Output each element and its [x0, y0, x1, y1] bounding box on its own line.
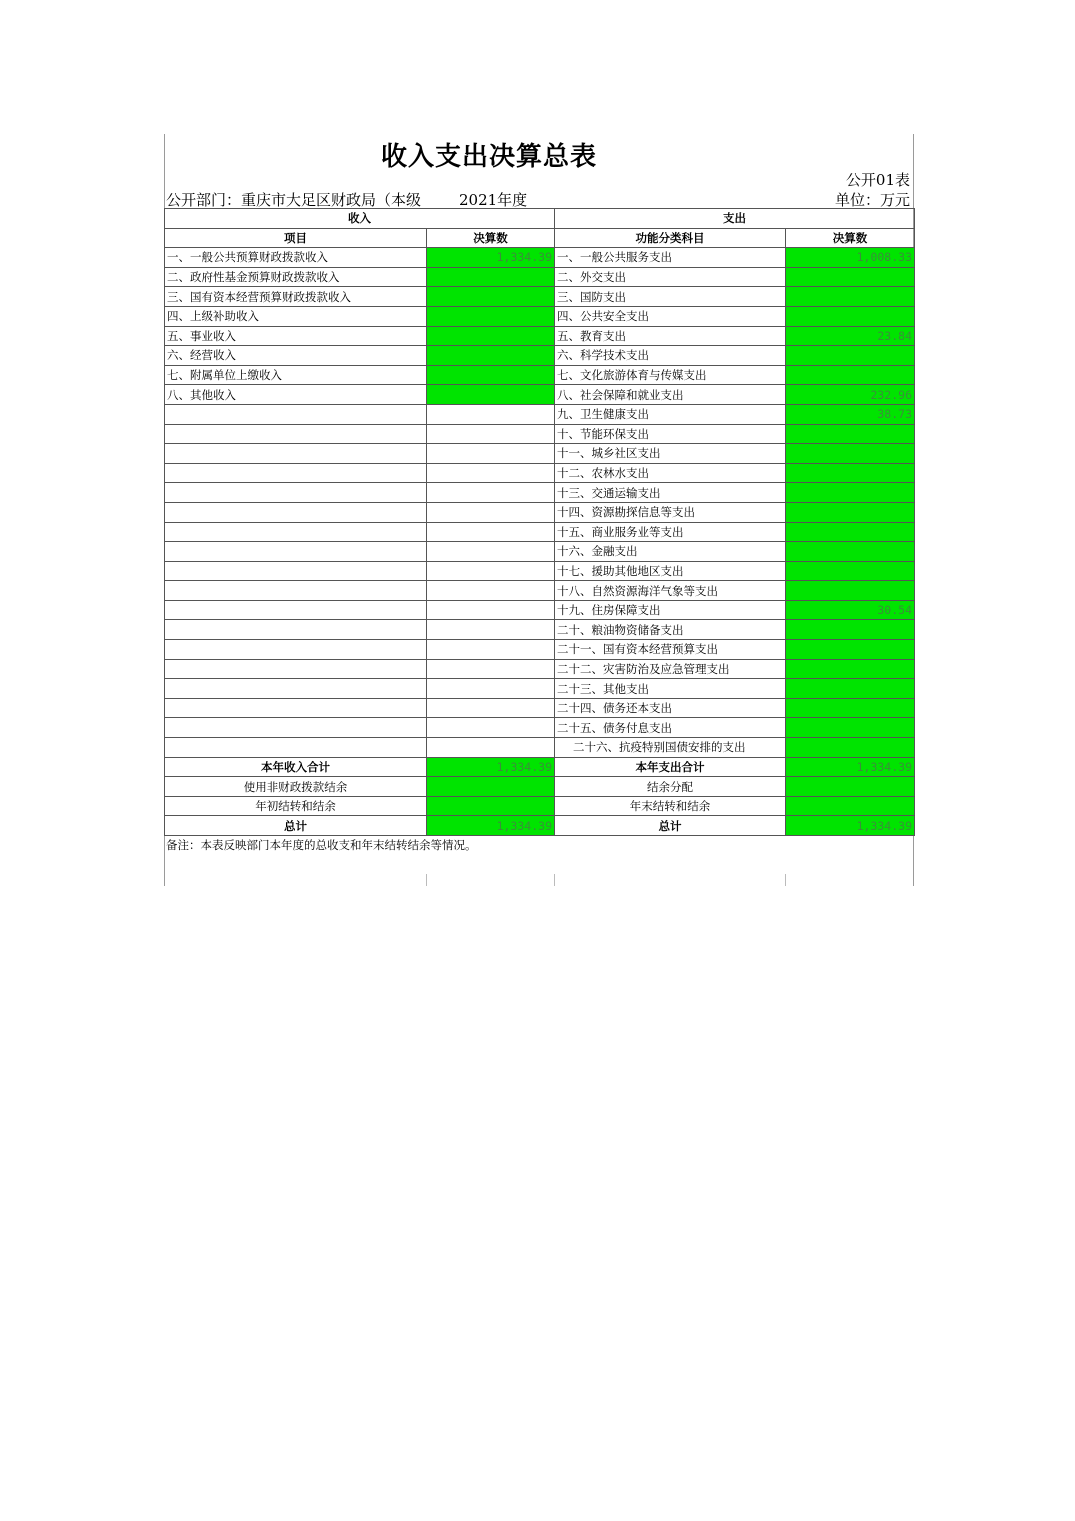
- income-item: 一、一般公共预算财政拨款收入: [165, 248, 427, 268]
- income-amount: [427, 365, 555, 385]
- expense-amount: [786, 542, 915, 562]
- income-amount: [427, 306, 555, 326]
- expense-item: 十八、自然资源海洋气象等支出: [555, 581, 786, 601]
- amount2-column-header: 决算数: [786, 228, 915, 248]
- page-title: 收入支出决算总表: [380, 142, 597, 172]
- income-item: [165, 600, 427, 620]
- income-item: 五、事业收入: [165, 326, 427, 346]
- item-column-header: 项目: [165, 228, 427, 248]
- income-amount: [427, 346, 555, 366]
- income-amount: [427, 326, 555, 346]
- expense-item: 八、社会保障和就业支出: [555, 385, 786, 405]
- table-row: [165, 346, 915, 366]
- total-expense-amount: 1,334.39: [786, 757, 915, 777]
- income-item: [165, 444, 427, 464]
- income-amount: [427, 698, 555, 718]
- expense-item: 十三、交通运输支出: [555, 483, 786, 503]
- table-row: [165, 287, 915, 307]
- year-label: 2021年度: [459, 191, 528, 209]
- total-income-label: 年初结转和结余: [165, 796, 427, 816]
- table-row: [165, 640, 915, 660]
- expense-item: 十二、农林水支出: [555, 463, 786, 483]
- table-row: [165, 463, 915, 483]
- table-row: [165, 404, 915, 424]
- total-income-label: 本年收入合计: [165, 757, 427, 777]
- total-row: [165, 777, 915, 797]
- table-row: [165, 502, 915, 522]
- expense-item: 七、文化旅游体育与传媒支出: [555, 365, 786, 385]
- income-item: [165, 640, 427, 660]
- income-item: [165, 738, 427, 758]
- expense-item: 二十六、抗疫特别国债安排的支出: [555, 738, 786, 758]
- total-income-amount: [427, 777, 555, 797]
- expense-item: 六、科学技术支出: [555, 346, 786, 366]
- income-amount: [427, 738, 555, 758]
- income-amount: [427, 522, 555, 542]
- expense-item: 三、国防支出: [555, 287, 786, 307]
- income-item: 七、附属单位上缴收入: [165, 365, 427, 385]
- table-number: 公开01表: [845, 171, 910, 189]
- expense-amount: [786, 659, 915, 679]
- expense-item: 二十、粮油物资储备支出: [555, 620, 786, 640]
- income-amount: [427, 718, 555, 738]
- budget-sheet: [164, 134, 914, 886]
- table-row: [165, 444, 915, 464]
- income-amount: [427, 561, 555, 581]
- expense-item: 十一、城乡社区支出: [555, 444, 786, 464]
- amount-column-header: 决算数: [427, 228, 555, 248]
- income-item: [165, 463, 427, 483]
- income-amount: [427, 581, 555, 601]
- table-row: [165, 385, 915, 405]
- expense-amount: [786, 365, 915, 385]
- expense-amount: [786, 306, 915, 326]
- income-amount: [427, 600, 555, 620]
- expense-amount: [786, 679, 915, 699]
- table-row: [165, 424, 915, 444]
- table-row: [165, 306, 915, 326]
- column-header-row: [165, 228, 915, 248]
- total-expense-label: 总计: [555, 816, 786, 836]
- table-row: [165, 522, 915, 542]
- income-amount: [427, 424, 555, 444]
- income-amount: [427, 385, 555, 405]
- note: 备注：本表反映部门本年度的总收支和年末结转结余等情况。: [166, 838, 477, 852]
- table-row: [165, 718, 915, 738]
- expense-amount: 38.73: [786, 404, 915, 424]
- income-item: [165, 483, 427, 503]
- expense-amount: [786, 698, 915, 718]
- income-amount: [427, 542, 555, 562]
- grid-tick: [785, 874, 786, 886]
- unit-label: 单位：万元: [834, 191, 910, 209]
- total-expense-amount: 1,334.39: [786, 816, 915, 836]
- expense-item: 二十一、国有资本经营预算支出: [555, 640, 786, 660]
- expense-amount: 1,008.33: [786, 248, 915, 268]
- expense-item: 十五、商业服务业等支出: [555, 522, 786, 542]
- expense-amount: [786, 483, 915, 503]
- expense-item: 四、公共安全支出: [555, 306, 786, 326]
- income-amount: 1,334.39: [427, 248, 555, 268]
- table-row: [165, 581, 915, 601]
- income-item: [165, 581, 427, 601]
- expense-item: 二十四、债务还本支出: [555, 698, 786, 718]
- table-row: [165, 738, 915, 758]
- expense-item: 十九、住房保障支出: [555, 600, 786, 620]
- expense-amount: [786, 502, 915, 522]
- income-amount: [427, 404, 555, 424]
- table-row: [165, 659, 915, 679]
- expense-item: 十七、援助其他地区支出: [555, 561, 786, 581]
- table-row: [165, 483, 915, 503]
- table-row: [165, 365, 915, 385]
- income-item: [165, 561, 427, 581]
- total-income-amount: [427, 796, 555, 816]
- income-amount: [427, 659, 555, 679]
- expense-amount: [786, 463, 915, 483]
- income-item: 四、上级补助收入: [165, 306, 427, 326]
- expense-amount: [786, 287, 915, 307]
- income-amount: [427, 640, 555, 660]
- total-expense-label: 年末结转和结余: [555, 796, 786, 816]
- income-item: [165, 679, 427, 699]
- expense-amount: [786, 561, 915, 581]
- income-item: [165, 718, 427, 738]
- total-income-label: 使用非财政拨款结余: [165, 777, 427, 797]
- income-amount: [427, 679, 555, 699]
- income-item: [165, 698, 427, 718]
- income-amount: [427, 483, 555, 503]
- total-income-amount: 1,334.39: [427, 757, 555, 777]
- expense-amount: [786, 581, 915, 601]
- expense-item: 二十五、债务付息支出: [555, 718, 786, 738]
- expense-amount: [786, 522, 915, 542]
- table-row: [165, 679, 915, 699]
- expense-item: 二、外交支出: [555, 267, 786, 287]
- section-header-row: [165, 209, 915, 229]
- budget-table: [164, 208, 915, 836]
- income-item: 六、经营收入: [165, 346, 427, 366]
- expense-item: 九、卫生健康支出: [555, 404, 786, 424]
- income-amount: [427, 287, 555, 307]
- expense-amount: 232.96: [786, 385, 915, 405]
- total-row: [165, 757, 915, 777]
- expense-amount: [786, 346, 915, 366]
- total-row: [165, 796, 915, 816]
- income-item: 二、政府性基金预算财政拨款收入: [165, 267, 427, 287]
- expense-section-header: 支出: [555, 209, 915, 229]
- income-amount: [427, 463, 555, 483]
- total-expense-amount: [786, 777, 915, 797]
- table-row: [165, 248, 915, 268]
- income-item: [165, 542, 427, 562]
- expense-item: 一、一般公共服务支出: [555, 248, 786, 268]
- total-expense-label: 结余分配: [555, 777, 786, 797]
- table-row: [165, 561, 915, 581]
- expense-item: 十四、资源勘探信息等支出: [555, 502, 786, 522]
- expense-item: 十、节能环保支出: [555, 424, 786, 444]
- income-amount: [427, 267, 555, 287]
- table-row: [165, 542, 915, 562]
- table-row: [165, 600, 915, 620]
- expense-amount: 23.84: [786, 326, 915, 346]
- income-item: 三、国有资本经营预算财政拨款收入: [165, 287, 427, 307]
- expense-item: 十六、金融支出: [555, 542, 786, 562]
- expense-amount: [786, 424, 915, 444]
- expense-amount: [786, 738, 915, 758]
- income-section-header: 收入: [165, 209, 555, 229]
- expense-item: 二十二、灾害防治及应急管理支出: [555, 659, 786, 679]
- table-row: [165, 326, 915, 346]
- grid-tick: [426, 874, 427, 886]
- total-expense-label: 本年支出合计: [555, 757, 786, 777]
- table-body: [165, 248, 915, 836]
- expense-amount: 30.54: [786, 600, 915, 620]
- income-item: [165, 620, 427, 640]
- expense-item: 二十三、其他支出: [555, 679, 786, 699]
- income-amount: [427, 444, 555, 464]
- table-row: [165, 267, 915, 287]
- income-item: [165, 424, 427, 444]
- department-label: 公开部门：重庆市大足区财政局（本级: [166, 191, 422, 209]
- table-row: [165, 620, 915, 640]
- income-amount: [427, 620, 555, 640]
- income-item: [165, 404, 427, 424]
- table-row: [165, 698, 915, 718]
- total-row: [165, 816, 915, 836]
- income-item: 八、其他收入: [165, 385, 427, 405]
- income-amount: [427, 502, 555, 522]
- total-expense-amount: [786, 796, 915, 816]
- income-item: [165, 659, 427, 679]
- expense-item: 五、教育支出: [555, 326, 786, 346]
- func-item-column-header: 功能分类科目: [555, 228, 786, 248]
- total-income-label: 总计: [165, 816, 427, 836]
- expense-amount: [786, 640, 915, 660]
- expense-amount: [786, 267, 915, 287]
- income-item: [165, 502, 427, 522]
- expense-amount: [786, 444, 915, 464]
- total-income-amount: 1,334.39: [427, 816, 555, 836]
- grid-tick: [554, 874, 555, 886]
- expense-amount: [786, 620, 915, 640]
- expense-amount: [786, 718, 915, 738]
- income-item: [165, 522, 427, 542]
